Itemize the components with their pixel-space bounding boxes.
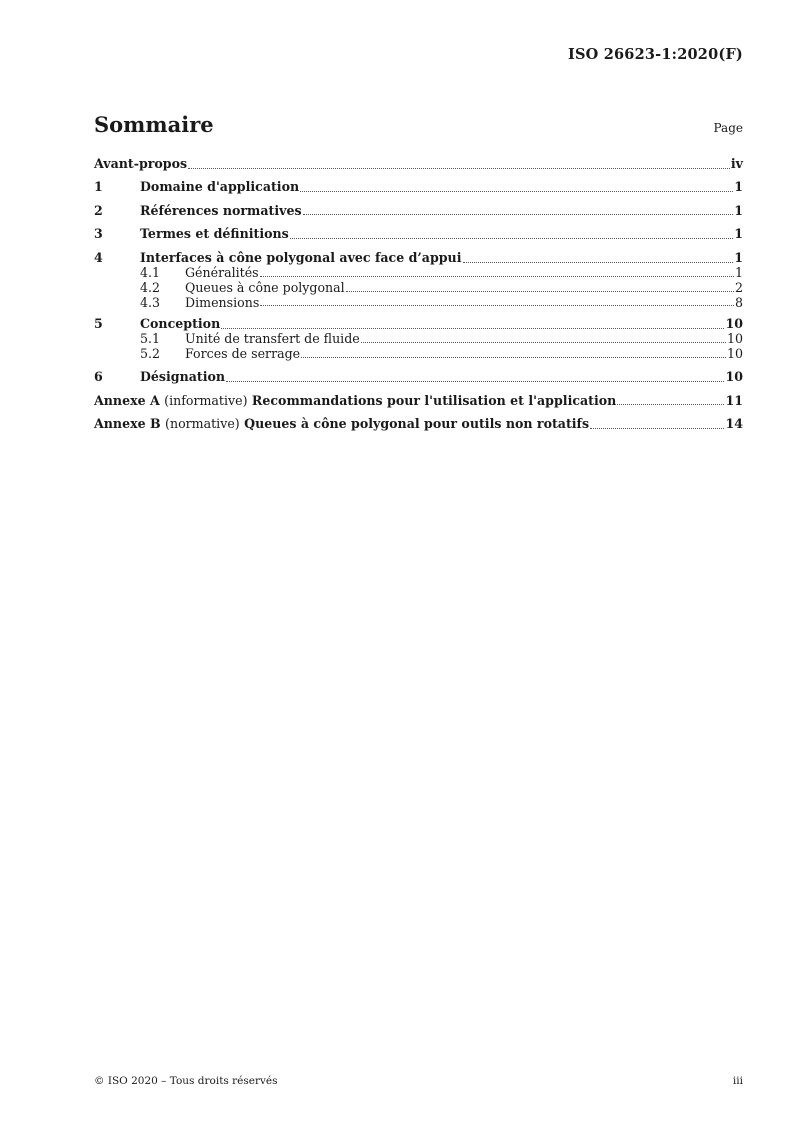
toc-page-number: 1 xyxy=(734,264,743,280)
dot-leader xyxy=(303,213,734,215)
toc-label: Termes et définitions xyxy=(140,226,289,242)
dot-leader xyxy=(361,341,726,343)
toc-number: 4 xyxy=(94,250,103,266)
toc-page-number: 8 xyxy=(734,294,743,310)
toc-page-number: 2 xyxy=(734,279,743,295)
annex-type: (normative) xyxy=(165,416,240,432)
dot-leader xyxy=(346,290,734,292)
toc-number: 5.1 xyxy=(140,331,161,347)
toc-entry-section-4-3[interactable] xyxy=(94,294,743,310)
dot-leader xyxy=(590,427,724,429)
toc-number: 6 xyxy=(94,368,103,384)
toc-label: Références normatives xyxy=(140,202,302,218)
dot-leader xyxy=(301,356,726,358)
dot-leader xyxy=(463,261,734,263)
toc-number: 4.1 xyxy=(140,264,161,280)
annex-title: Recommandations pour l'utilisation et l'application xyxy=(251,392,617,408)
toc-page-number: iv xyxy=(730,156,743,171)
toc-entry-section-5[interactable] xyxy=(94,316,743,332)
toc-number: 5 xyxy=(94,316,103,332)
dot-leader xyxy=(260,275,734,277)
toc-label xyxy=(94,393,616,409)
annex-prefix: Annexe B xyxy=(94,416,161,432)
toc-label: Unité de transfert de fluide xyxy=(185,331,360,347)
annex-title: Queues à cône polygonal pour outils non rotatifs xyxy=(244,416,590,432)
footer-page-number: iii xyxy=(732,1075,743,1087)
toc-label: Forces de serrage xyxy=(185,345,301,361)
toc-number: 3 xyxy=(94,226,103,242)
toc-label xyxy=(94,416,589,432)
dot-leader xyxy=(226,380,724,382)
toc-entry-annex-b[interactable] xyxy=(94,416,743,432)
table-of-contents xyxy=(94,156,743,432)
toc-label: Désignation xyxy=(140,368,226,384)
toc-entry-annex-a[interactable] xyxy=(94,393,743,409)
toc-page-number: 10 xyxy=(726,345,743,361)
toc-page-number: 1 xyxy=(734,178,743,194)
dot-leader xyxy=(188,167,730,169)
toc-label: Conception xyxy=(140,316,221,332)
toc-label: Généralités xyxy=(185,264,259,280)
toc-entry-section-4-2[interactable] xyxy=(94,279,743,295)
toc-number: 4.2 xyxy=(140,279,161,295)
annex-type: (informative) xyxy=(164,392,248,408)
toc-entry-section-6[interactable] xyxy=(94,369,743,385)
toc-page-number: 11 xyxy=(725,392,743,408)
toc-page-number: 1 xyxy=(734,226,743,242)
toc-number: 4.3 xyxy=(140,294,161,310)
annex-prefix: Annexe A xyxy=(94,392,160,408)
dot-leader xyxy=(260,304,734,306)
toc-label: Avant-propos xyxy=(94,156,188,171)
title-row xyxy=(94,112,743,140)
toc-entry-section-2[interactable] xyxy=(94,203,743,219)
toc-number: 5.2 xyxy=(140,345,161,361)
toc-label: Queues à cône polygonal xyxy=(185,279,345,295)
toc-page-number: 10 xyxy=(725,368,743,384)
dot-leader xyxy=(221,327,724,329)
toc-entry-section-4[interactable] xyxy=(94,250,743,266)
page-title: Sommaire xyxy=(94,112,214,137)
toc-entry-section-5-2[interactable] xyxy=(94,345,743,361)
page-column-label: Page xyxy=(713,121,743,135)
toc-label: Dimensions xyxy=(185,294,260,310)
dot-leader xyxy=(300,190,733,192)
toc-entry-section-3[interactable] xyxy=(94,226,743,242)
toc-page-number: 1 xyxy=(734,250,743,266)
toc-entry-foreword[interactable] xyxy=(94,156,743,172)
footer-copyright: © ISO 2020 – Tous droits réservés xyxy=(94,1075,278,1087)
dot-leader xyxy=(290,237,733,239)
toc-entry-section-5-1[interactable] xyxy=(94,333,743,346)
toc-label: Domaine d'application xyxy=(140,178,300,194)
document-id: ISO 26623-1:2020(F) xyxy=(567,46,743,63)
toc-label: Interfaces à cône polygonal avec face d’appui xyxy=(140,250,462,266)
toc-number: 1 xyxy=(94,178,103,194)
toc-page-number: 14 xyxy=(725,416,743,432)
toc-page-number: 1 xyxy=(734,202,743,218)
toc-entry-section-4-1[interactable] xyxy=(94,264,743,280)
toc-number: 2 xyxy=(94,202,103,218)
toc-entry-section-1[interactable] xyxy=(94,179,743,195)
toc-page-number: 10 xyxy=(725,316,743,332)
toc-page-number: 10 xyxy=(726,331,743,347)
dot-leader xyxy=(617,403,724,405)
